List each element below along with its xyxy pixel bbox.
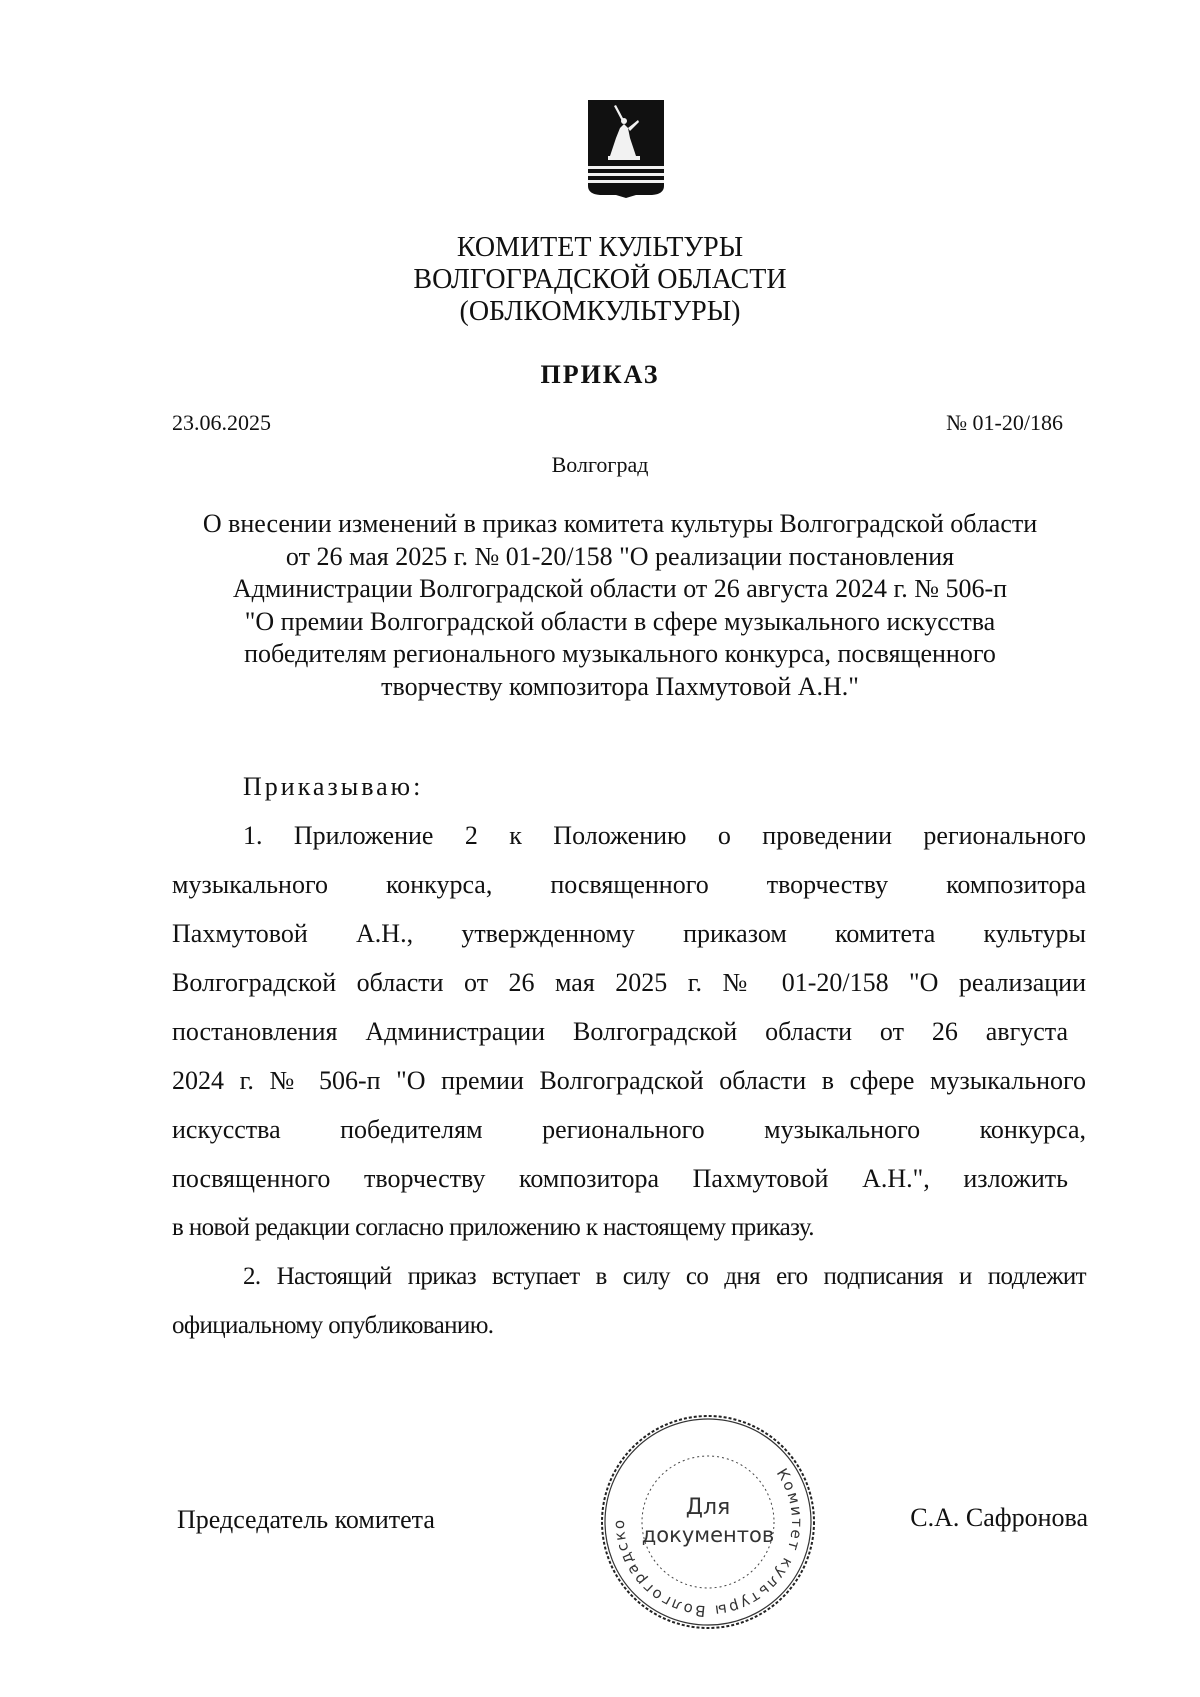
body-line: в новой редакции согласно приложению к настоящему приказу. — [172, 1214, 814, 1241]
official-stamp — [596, 1410, 820, 1634]
order-directive-word: Приказываю: — [243, 772, 424, 801]
city-name: Волгоград — [551, 452, 649, 477]
subject-line: "О премии Волгоградской области в сфере музыкального искусства — [244, 606, 996, 636]
body-line: официальному опубликованию. — [172, 1312, 494, 1339]
org-line-2: ВОЛГОГРАДСКОЙ ОБЛАСТИ — [413, 264, 787, 295]
body-line: музыкального конкурса, посвященного творчеству композитора — [172, 870, 1086, 899]
body-line: 2. Настоящий приказ вступает в силу со дня его подписания и подлежит — [243, 1263, 1086, 1290]
body-line: Пахмутовой А.Н., утвержденному приказом комитета культуры — [172, 919, 1086, 948]
body-line: постановления Администрации Волгоградской области от 26 августа — [172, 1017, 1068, 1046]
order-number: № 01-20/186 — [946, 410, 1063, 435]
subject-line: Администрации Волгоградской области от 26 августа 2024 г. № 506-п — [232, 574, 1008, 603]
org-line-1: КОМИТЕТ КУЛЬТУРЫ — [456, 232, 744, 263]
body-line: Волгоградской области от 26 мая 2025 г. № 01-20/158 "О реализации — [172, 968, 1086, 997]
organization-name — [0, 232, 1200, 328]
document-type-title: ПРИКАЗ — [540, 360, 660, 389]
coat-of-arms-emblem — [586, 98, 666, 198]
subject-line: от 26 мая 2025 г. № 01-20/158 "О реализации постановления — [285, 541, 955, 571]
stamp-ring-text: Комитет культуры Волгоградско — [609, 1465, 807, 1621]
stamp-center-line-2: документов — [641, 1523, 775, 1547]
order-date: 23.06.2025 — [172, 410, 271, 435]
stamp-center-line-1: Для — [685, 1495, 731, 1520]
signer-name: С.А. Сафронова — [910, 1503, 1088, 1532]
subject-line: О внесении изменений в приказ комитета культуры Волгоградской области — [202, 509, 1038, 538]
order-subject — [150, 508, 1090, 703]
signer-position: Председатель комитета — [177, 1505, 435, 1534]
subject-line: победителям регионального музыкального конкурса, посвященного — [244, 639, 996, 668]
body-line: 1. Приложение 2 к Положению о проведении регионального — [243, 821, 1086, 850]
body-line: посвященного творчеству композитора Пахмутовой А.Н.", изложить — [172, 1164, 1068, 1193]
body-line: 2024 г. № 506-п "О премии Волгоградской области в сфере музыкального — [172, 1066, 1086, 1095]
org-line-3: (ОБЛКОМКУЛЬТУРЫ) — [459, 296, 741, 327]
subject-line: творчеству композитора Пахмутовой А.Н." — [381, 671, 859, 701]
body-line: искусства победителям регионального музыкального конкурса, — [172, 1115, 1086, 1144]
